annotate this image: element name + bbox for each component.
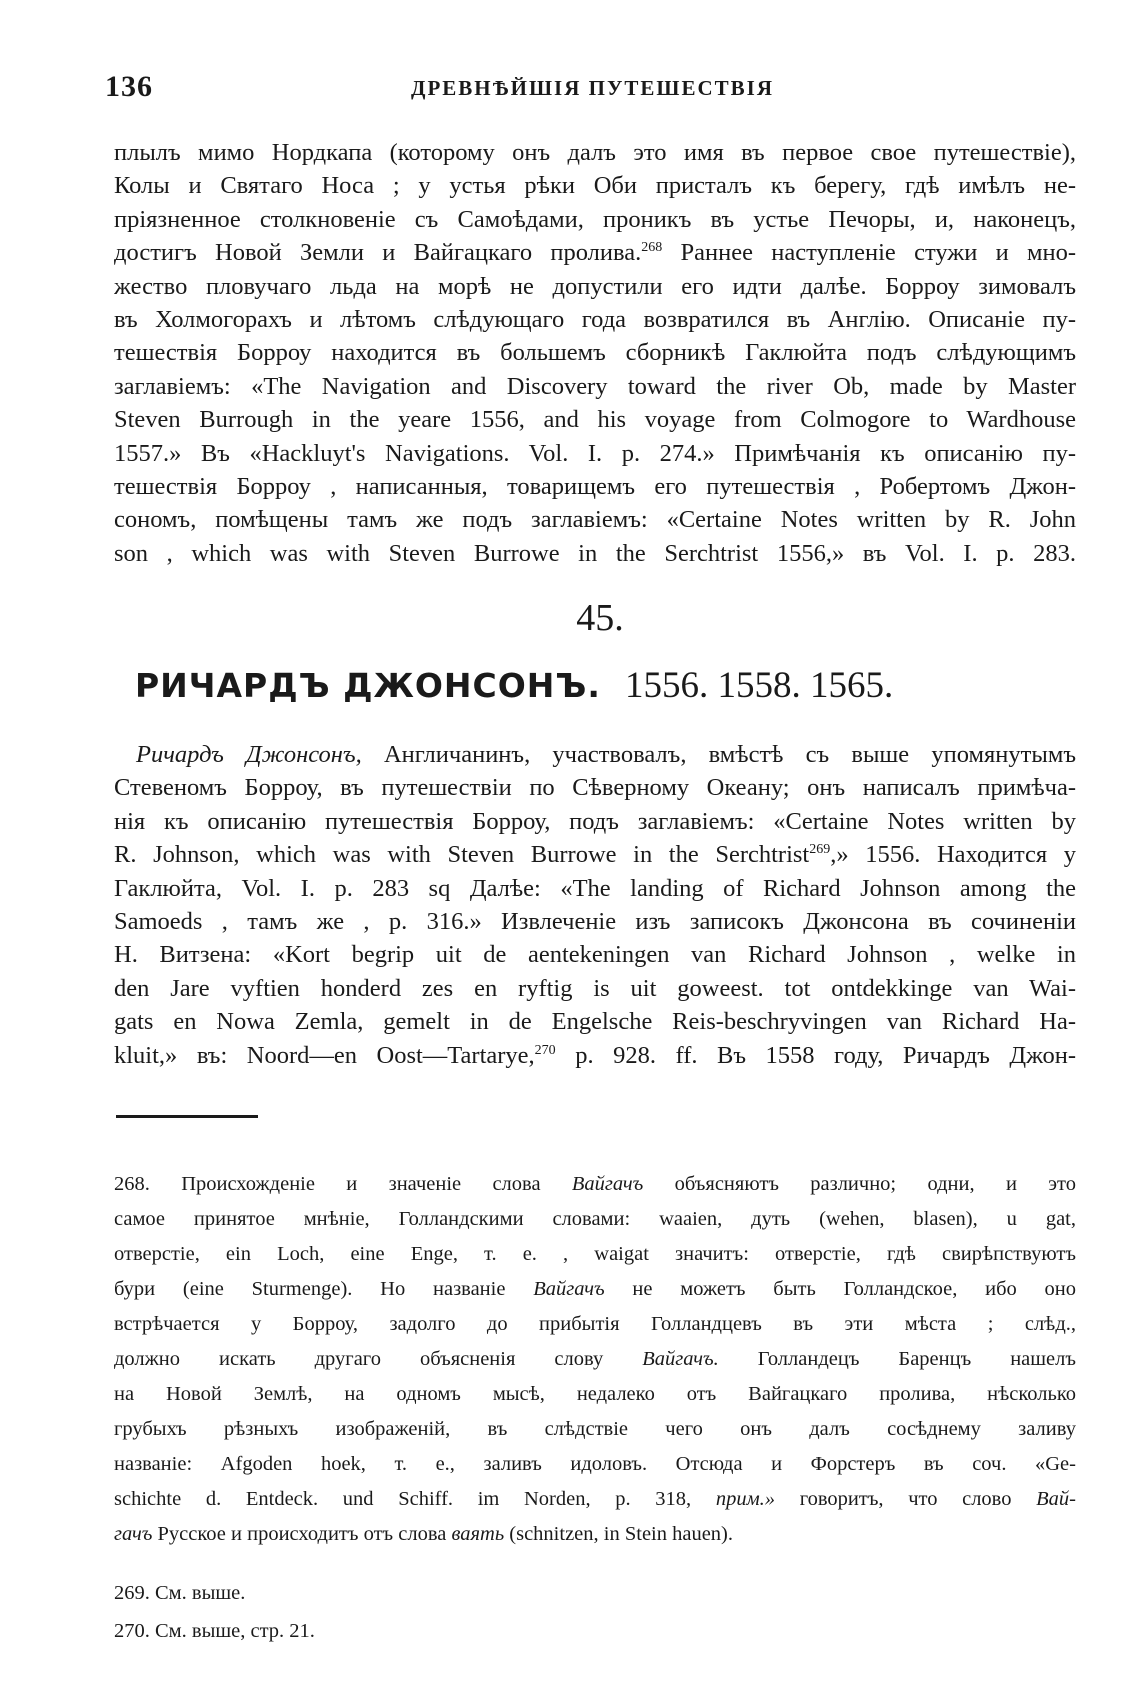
text-segment: Голландецъ Баренцъ нашелъ: [718, 1348, 1076, 1370]
text-line: плылъ мимо Нордкапа (которому онъ далъ это имя въ первое свое путешествіе),: [114, 139, 1076, 166]
text-segment: 268. Происхожденіе и значеніе слова: [114, 1173, 572, 1195]
text-line: сономъ, помѣщены тамъ же подъ заглавіемъ: «Certaine Notes written by R. John: [114, 506, 1076, 534]
running-header: [105, 70, 1080, 110]
text-line: [114, 838, 1076, 871]
footnote-divider: [116, 1115, 258, 1118]
paragraph-continuation: [114, 136, 1076, 570]
text-segment: schichte d. Entdeck. und Schiff. im Norden, p. 318,: [114, 1488, 716, 1510]
italic-term: Вайгачъ: [571, 1173, 644, 1195]
section-title-years: 1556. 1558. 1565.: [624, 665, 894, 706]
text-segment: говоритъ, что слово: [775, 1488, 1037, 1510]
text-segment: kluit,» въ: Noord—en Oost—Tartarye,: [114, 1041, 535, 1069]
text-segment: Русское и происходитъ отъ слова: [152, 1523, 452, 1545]
italic-term: прим.»: [715, 1488, 776, 1510]
text-segment: объясняютъ различно; одни, и это: [643, 1173, 1076, 1195]
text-line: den Jare vyftien honderd zes en ryftig is uit goweest. tot ontdekkinge van Wai-: [114, 974, 1076, 1002]
italic-name: Ричардъ Джонсонъ,: [136, 741, 362, 768]
text-segment: (schnitzen, in Stein hauen).: [504, 1523, 734, 1545]
text-line: Гаклюйта, Vol. I. p. 283 sq Далѣе: «The landing of Richard Johnson among the: [114, 874, 1076, 902]
footnote-line: [114, 1482, 1076, 1517]
italic-term: ваять: [451, 1523, 505, 1545]
text-line: нія къ описанію путешествія Борроу, подъ заглавіемъ: «Certaine Notes written by: [114, 807, 1076, 835]
text-segment: бури (eine Sturmenge). Но названіе: [114, 1278, 534, 1300]
text-segment: достигъ Новой Земли и Вайгацкаго пролива.: [114, 239, 642, 267]
footnote-line: [114, 1272, 1076, 1307]
text-line: тешествія Борроу , написанныя, товарищемъ его путешествія , Робертомъ Джон-: [114, 473, 1076, 501]
footnote-270: 270. См. выше, стр. 21.: [114, 1620, 315, 1642]
footnote-ref-268: 268: [641, 240, 663, 256]
footnote-line: [114, 1167, 1076, 1202]
text-line: 1557.» Въ «Hackluyt's Navigations. Vol. I. p. 274.» Примѣчанія къ описанію пу-: [114, 439, 1076, 467]
section-title-name: РИЧАРДЪ ДЖОНСОНЪ.: [135, 666, 601, 705]
paragraph-johnson: [114, 738, 1076, 1072]
text-line: въ Холмогорахъ и лѣтомъ слѣдующаго года возвратился въ Англію. Описаніе пу-: [114, 306, 1076, 334]
footnote-line: грубыхъ рѣзныхъ изображеній, въ слѣдствіе чего онъ далъ сосѣднему заливу: [114, 1418, 1076, 1440]
text-line: [114, 236, 1076, 269]
text-line: Н. Витзена: «Kort begrip uit de aentekeningen van Richard Johnson , welke in: [114, 941, 1076, 969]
footnote-line: на Новой Землѣ, на одномъ мысѣ, недалеко отъ Вайгацкаго пролива, нѣсколько: [114, 1383, 1076, 1405]
text-line: Стевеномъ Борроу, въ путешествіи по Сѣверному Океану; онъ написалъ примѣча-: [114, 774, 1076, 802]
text-line: [114, 738, 1076, 771]
footnote-line: [114, 1517, 1076, 1552]
text-line: [114, 1039, 1076, 1072]
text-line: Samoeds , тамъ же , p. 316.» Извлеченіе изъ записокъ Джонсона въ сочиненіи: [114, 908, 1076, 936]
footnote-line: отверстіе, ein Loch, eine Enge, т. е. , waigat значитъ: отверстіе, гдѣ свирѣпствуютъ: [114, 1243, 1076, 1265]
text-segment: не можетъ быть Голландское, ибо оно: [604, 1278, 1076, 1300]
footnote-line: названіе: Afgoden hoek, т. е., заливъ идоловъ. Отсюда и Форстеръ въ соч. «Ge-: [114, 1453, 1076, 1475]
text-line: пріязненное столкновеніе съ Самоѣдами, проникъ въ устье Печоры, и, наконецъ,: [114, 205, 1076, 233]
text-segment: ,» 1556. Находится у: [830, 841, 1076, 869]
text-segment: должно искать другаго объясненія слову: [114, 1348, 643, 1370]
footnote-268: [114, 1167, 1076, 1552]
footnote-line: самое принятое мнѣніе, Голландскими словами: waaien, дуть (wehen, blasen), u gat,: [114, 1208, 1076, 1230]
footnote-line: [114, 1342, 1076, 1377]
text-segment: Раннее наступленіе стужи и мно-: [662, 239, 1076, 267]
running-title: ДРЕВНѢЙШІЯ ПУТЕШЕСТВІЯ: [411, 76, 774, 100]
section-title: [135, 664, 1035, 707]
text-segment: p. 928. ff. Въ 1558 году, Ричардъ Джон-: [555, 1041, 1076, 1069]
footnote-line: встрѣчается у Борроу, задолго до прибытія Голландцевъ въ эти мѣста ; слѣд.,: [114, 1313, 1076, 1335]
footnote-ref-270: 270: [534, 1042, 556, 1058]
section-number: 45.: [576, 597, 624, 639]
text-line: Steven Burrough in the yeare 1556, and his voyage from Colmogore to Wardhouse: [114, 406, 1076, 434]
text-line: son , which was with Steven Burrowe in the Serchtrist 1556,» въ Vol. I. p. 283.: [114, 539, 1076, 567]
text-segment: Англичанинъ, участвовалъ, вмѣстѣ съ выше упомянутымъ: [361, 741, 1076, 768]
italic-term: Вайгачъ.: [642, 1348, 719, 1370]
footnote-269: 269. См. выше.: [114, 1582, 246, 1604]
page-number: 136: [105, 70, 153, 103]
text-line: жество пловучаго льда на морѣ не допустили его идти далѣе. Борроу зимовалъ: [114, 272, 1076, 300]
footnote-ref-269: 269: [809, 842, 831, 858]
text-line: Колы и Святаго Носа ; у устья рѣки Оби присталъ къ берегу, гдѣ имѣлъ не-: [114, 172, 1076, 200]
text-line: тешествія Борроу находится въ большемъ сборникѣ Гаклюйта подъ слѣдующимъ: [114, 339, 1076, 367]
italic-term: Вай-: [1036, 1488, 1076, 1510]
text-segment: R. Johnson, which was with Steven Burrowe in the Serchtrist: [114, 841, 810, 869]
text-line: gats en Nowa Zemla, gemelt in de Engelsche Reis-beschryvingen van Richard Ha-: [114, 1008, 1076, 1036]
italic-term: гачъ: [114, 1523, 153, 1545]
text-line: заглавіемъ: «The Navigation and Discovery toward the river Ob, made by Master: [114, 372, 1076, 400]
italic-term: Вайгачъ: [533, 1278, 605, 1300]
